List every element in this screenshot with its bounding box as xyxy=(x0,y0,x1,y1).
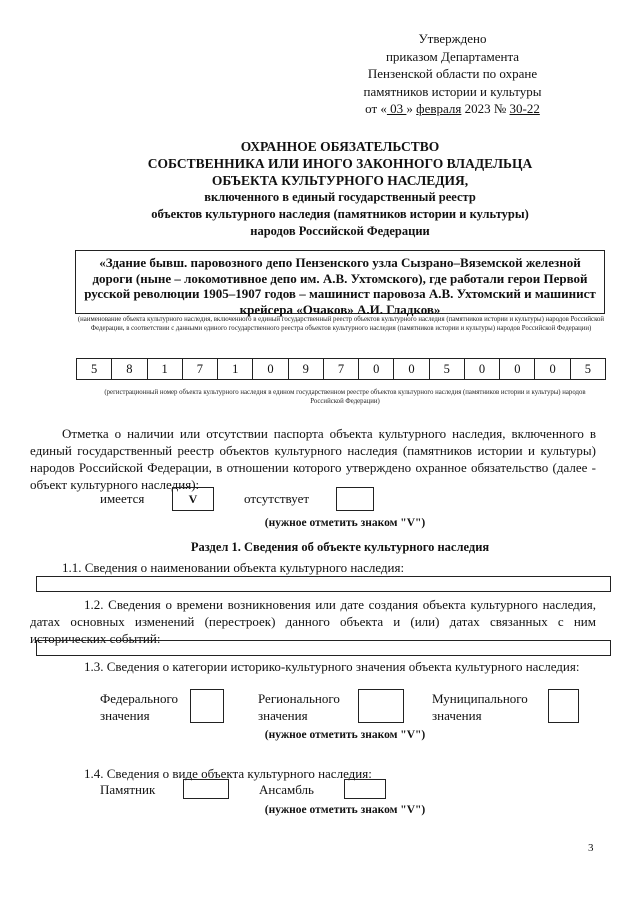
registration-digit-cell: 1 xyxy=(218,359,253,380)
category-regional-label: Регионального значения xyxy=(258,691,340,723)
registration-digit-cell: 5 xyxy=(429,359,464,380)
section-1-title: Раздел 1. Сведения об объекте культурного наследия xyxy=(190,540,490,554)
passport-has-label: имеется xyxy=(100,491,145,506)
approval-line-4: памятников истории и культуры xyxy=(363,83,542,99)
approval-line-1: Утверждено xyxy=(418,31,487,46)
item-1-4: 1.4. Сведения о виде объекта культурного наследия: xyxy=(84,766,372,781)
category-note: (нужное отметить знаком "V") xyxy=(264,729,426,741)
registration-digit-cell: 5 xyxy=(77,359,112,380)
registration-number-caption: (регистрационный номер объекта культурного наследия в едином государственном реестре объектов культурного наследия (памятников истории и культуры) народов Российской Федерации) xyxy=(104,389,586,405)
registration-digit-cell: 5 xyxy=(570,359,605,380)
object-name-box: «Здание бывш. паровозного депо Пензенского узла Сызрано–Вяземской железной дороги (ныне – локомотивное депо им. А.В. Ухтомского), где работали герои Первой русской революции 1905–1907 годов – машинист паровоза А.В. Ухтомский и машинист крейсера «Очаков» А.И. Гладков» xyxy=(75,250,605,314)
registration-digit-cell: 0 xyxy=(500,359,535,380)
item-1-2: 1.2. Сведения о времени возникновения или дате создания объекта культурного наследия, датах основных изменений (перестроек) данного объекта и (или) датах связанных с ним исторических событий: xyxy=(30,597,596,646)
page-number: 3 xyxy=(588,842,594,854)
category-municipal-checkbox[interactable] xyxy=(548,689,579,723)
kind-monument-label: Памятник xyxy=(100,782,156,797)
kind-note: (нужное отметить знаком "V") xyxy=(264,804,426,816)
kind-monument-checkbox[interactable] xyxy=(183,779,229,799)
passport-absent-checkbox[interactable] xyxy=(336,487,374,511)
registration-digit-cell: 0 xyxy=(535,359,570,380)
category-regional-checkbox[interactable] xyxy=(358,689,404,723)
item-1-3: 1.3. Сведения о категории историко-культурного значения объекта культурного наследия: xyxy=(84,659,580,674)
registration-digit-cell: 0 xyxy=(394,359,429,380)
registration-digit-cell: 9 xyxy=(288,359,323,380)
title-line-4: включенного в единый государственный реестр xyxy=(204,190,476,204)
title-line-3: ОБЪЕКТА КУЛЬТУРНОГО НАСЛЕДИЯ, xyxy=(211,173,469,188)
item-1-1: 1.1. Сведения о наименовании объекта культурного наследия: xyxy=(62,560,405,575)
object-name-caption: (наименование объекта культурного наследия, включенного в единый государственный реестр объектов культурного наследия (памятников истории и культуры) народов Российской Федерации, в соответствии с данными единого государственного реестра объектов культурного наследия (памятников истории и культуры) народов Российской Федерации) xyxy=(77,316,605,332)
approval-line-2: приказом Департамента xyxy=(385,48,520,64)
passport-has-checkbox[interactable]: V xyxy=(172,487,214,511)
registration-digit-cell: 7 xyxy=(182,359,217,380)
category-municipal-label: Муниципального значения xyxy=(432,691,528,723)
document-title xyxy=(60,138,620,240)
category-federal-checkbox[interactable] xyxy=(190,689,224,723)
approval-block xyxy=(330,30,575,118)
registration-digit-cell: 0 xyxy=(253,359,288,380)
kind-ensemble-label: Ансамбль xyxy=(259,782,314,797)
registration-digit-cell: 1 xyxy=(147,359,182,380)
kind-ensemble-checkbox[interactable] xyxy=(344,779,386,799)
approval-number: 30-22 xyxy=(509,101,540,116)
registration-number-row xyxy=(77,359,606,380)
item-1-2-field[interactable] xyxy=(36,640,611,656)
title-line-1: ОХРАННОЕ ОБЯЗАТЕЛЬСТВО xyxy=(240,139,440,154)
registration-digit-cell: 0 xyxy=(464,359,499,380)
registration-digit-cell: 7 xyxy=(323,359,358,380)
approval-date-line: от « 03 » февраля 2023 № 30-22 xyxy=(365,101,540,116)
registration-digit-cell: 0 xyxy=(359,359,394,380)
approval-line-3: Пензенской области по охране xyxy=(367,66,538,81)
passport-absent-label: отсутствует xyxy=(244,491,310,506)
registration-number-table xyxy=(76,358,606,380)
title-line-2: СОБСТВЕННИКА ИЛИ ИНОГО ЗАКОННОГО ВЛАДЕЛЬЦА xyxy=(147,156,533,171)
category-federal-label: Федерального значения xyxy=(100,691,179,723)
approval-month: февраля xyxy=(416,101,462,116)
passport-note: (нужное отметить знаком "V") xyxy=(264,517,426,529)
approval-day: 03 xyxy=(386,101,407,116)
registration-digit-cell: 8 xyxy=(112,359,147,380)
item-1-1-field[interactable] xyxy=(36,576,611,592)
title-line-6: народов Российской Федерации xyxy=(250,224,430,238)
title-line-5: объектов культурного наследия (памятников истории и культуры) xyxy=(151,207,529,221)
passport-paragraph: Отметка о наличии или отсутствии паспорта объекта культурного наследия, включенного в единый государственный реестр объектов культурного наследия (памятников истории и культуры) народов Российской Федерации, в отношении которого утверждено охранное обязательство (далее - объект культурного наследия): xyxy=(30,426,596,492)
